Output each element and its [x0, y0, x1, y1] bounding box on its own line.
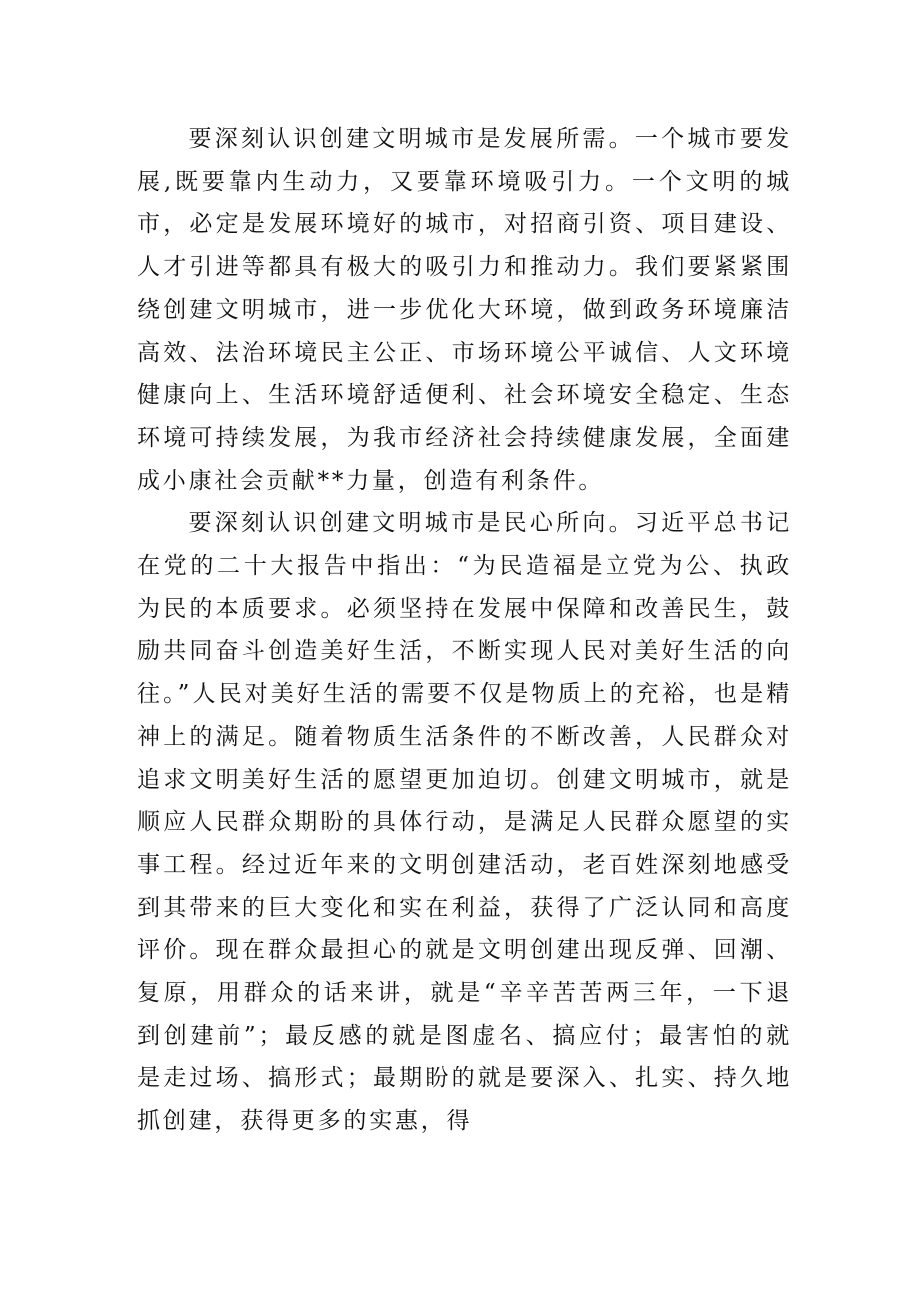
paragraph-text: 要深刻认识创建文明城市是发展所需。一个城市要发展,既要靠内生动力，又要靠环境吸引力。一个文明的城市，必定是发展环境好的城市，对招商引资、项目建设、人才引进等都具有极大的吸引力和推动力。我们要紧紧围绕创建文明城市，进一步优化大环境，做到政务环境廉洁高效、法治环境民主公正、市场环境公平诚信、人文环境健康向上、生活环境舒适便利、社会环境安全稳定、生态环境可持续发展，为我市经济社会持续健康发展，全面建成小康社会贡献**力量，创造有利条件。	[137, 126, 792, 494]
paragraph-text: 要深刻认识创建文明城市是民心所向。习近平总书记在党的二十大报告中指出：“为民造福是立党为公、执政为民的本质要求。必须坚持在发展中保障和改善民生，鼓励共同奋斗创造美好生活，不断实现人民对美好生活的向往。”人民对美好生活的需要不仅是物质上的充裕，也是精神上的满足。随着物质生活条件的不断改善，人民群众对追求文明美好生活的愿望更加迫切。创建文明城市，就是顺应人民群众期盼的具体行动，是满足人民群众愿望的实事工程。经过近年来的文明创建活动，老百姓深刻地感受到其带来的巨大变化和实在利益，获得了广泛认同和高度评价。现在群众最担心的就是文明创建出现反弹、回潮、复原，用群众的话来讲，就是“辛辛苦苦两三年，一下退到创建前”；最反感的就是图虚名、搞应付；最害怕的就是走过场、搞形式；最期盼的就是要深入、扎实、持久地抓创建，获得更多的实惠，得	[137, 510, 792, 1135]
paragraph-development	[137, 118, 792, 502]
document-body	[137, 118, 792, 1143]
paragraph-public-will	[137, 502, 792, 1143]
